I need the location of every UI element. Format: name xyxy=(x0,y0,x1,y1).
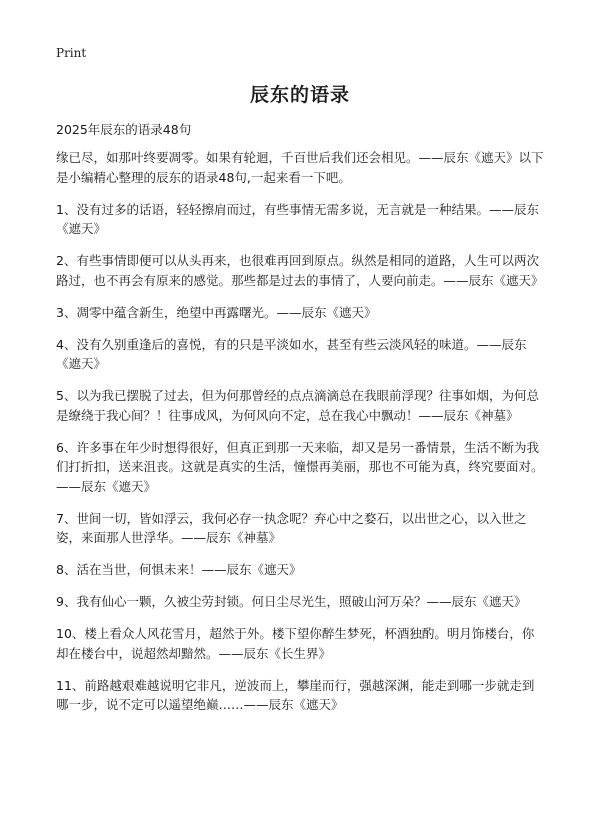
doc-subtitle: 2025年辰东的语录48句 xyxy=(56,122,192,137)
print-label: Print xyxy=(56,46,87,60)
quote-list xyxy=(56,148,546,727)
quote-item-10: 10、楼上看众人风花雪月，超然于外。楼下望你醉生梦死，杯酒独酌。明月饰楼台，你却在楼台中，说超然却黯然。——辰东《长生界》 xyxy=(56,626,535,661)
quote-item-3: 3、凋零中蕴含新生，绝望中再露曙光。——辰东《遮天》 xyxy=(56,304,377,320)
quote-item-11: 11、前路越艰难越说明它非凡，逆波而上，攀崖而行，强越深渊，能走到哪一步就走到哪一步，说不定可以遥望绝巅……——辰东《遮天》 xyxy=(56,677,535,712)
quote-item-4: 4、没有久别重逢后的喜悦，有的只是平淡如水，甚至有些云淡风轻的味道。——辰东《遮天》 xyxy=(56,336,527,371)
quote-item-5: 5、以为我已摆脱了过去，但为何那曾经的点点滴滴总在我眼前浮现？往事如烟，为何总是缭绕于我心间？！往事成风，为何风向不定，总在我心中飘动！——辰东《神墓》 xyxy=(56,388,539,423)
quote-item-2: 2、有些事情即便可以从头再来，也很难再回到原点。纵然是相同的道路，人生可以两次路过，也不再会有原来的感觉。那些都是过去的事情了，人要向前走。——辰东《遮天》 xyxy=(56,253,544,288)
page-title: 辰东的语录 xyxy=(249,84,350,106)
quote-item-9: 9、我有仙心一颗，久被尘劳封锁。何日尘尽光生，照破山河万朵？——辰东《遮天》 xyxy=(56,594,527,609)
intro-paragraph: 缘已尽，如那叶终要凋零。如果有轮迴，千百世后我们还会相见。——辰东《遮天》以下是小编精心整理的辰东的语录48句,一起来看一下吧。 xyxy=(56,150,544,185)
quote-item-7: 7、世间一切，皆如浮云，我何必存一执念呢？弃心中之婺石，以出世之心，以入世之姿，来面那人世浮华。——辰东《神墓》 xyxy=(56,510,527,545)
quote-item-8: 8、活在当世，何惧未来！——辰东《遮天》 xyxy=(56,562,302,577)
quote-item-6: 6、许多事在年少时想得很好，但真正到那一天来临，却又是另一番情景，生活不断为我们打折扣，送来沮丧。这就是真实的生活，憧憬再美丽，那也不可能为真，终究要面对。——辰东《遮天》 xyxy=(56,439,544,494)
quote-item-1: 1、没有过多的话语，轻轻擦肩而过，有些事情无需多说，无言就是一种结果。——辰东《遮天》 xyxy=(56,201,539,236)
